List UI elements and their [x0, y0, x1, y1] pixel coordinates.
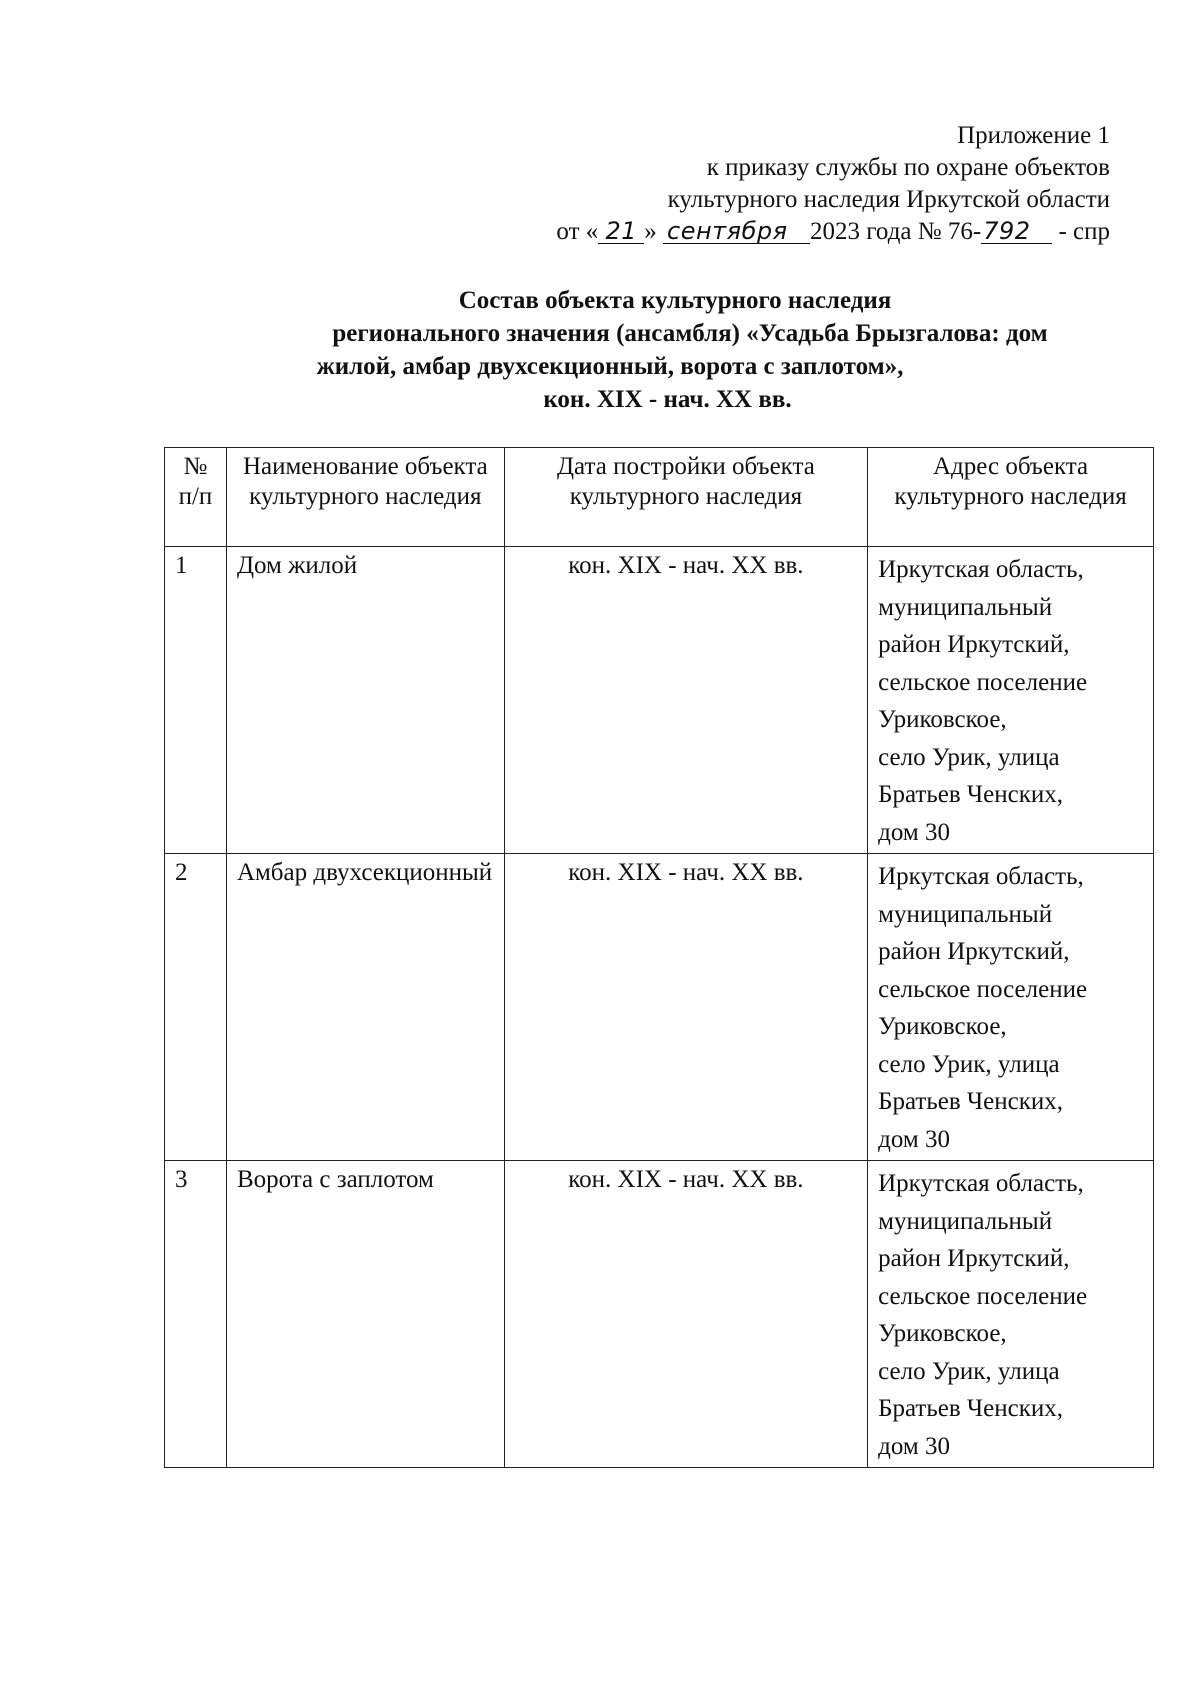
- year-text: 2023 года № 76-: [810, 218, 982, 245]
- row-date: кон. XIX - нач. XX вв.: [504, 1161, 867, 1468]
- appendix-date-line: [556, 216, 1110, 248]
- title-line-2: регионального значения (ансамбля) «Усадьба Брызгалова: дом: [332, 320, 1048, 347]
- row-num: 1: [165, 547, 227, 854]
- appendix-order-ref: к приказу службы по охране объектов: [706, 154, 1110, 181]
- title-line-4: кон. XIX - нач. XX вв.: [543, 386, 792, 413]
- appendix-agency: культурного наследия Иркутской области: [667, 186, 1110, 213]
- number-suffix: - спр: [1058, 218, 1110, 245]
- document-title: [150, 284, 1150, 416]
- heritage-objects-table: [164, 447, 1154, 1468]
- header-name: Наименование объекта культурного наследия: [226, 448, 504, 547]
- handwritten-month: сентября: [663, 219, 810, 244]
- row-address: Иркутская область, муниципальный район Иркутский, сельское поселение Уриковское, село Урик, улица Братьев Ченских, дом 30: [868, 1161, 1154, 1468]
- row-date: кон. XIX - нач. XX вв.: [504, 854, 867, 1161]
- row-address: Иркутская область, муниципальный район Иркутский, сельское поселение Уриковское, село Урик, улица Братьев Ченских, дом 30: [868, 854, 1154, 1161]
- appendix-number: Приложение 1: [957, 122, 1110, 149]
- date-mid: »: [644, 218, 657, 245]
- handwritten-number: 792: [981, 219, 1052, 244]
- title-line-1: Состав объекта культурного наследия: [458, 287, 892, 314]
- table-row: [165, 547, 1154, 854]
- table-row: [165, 1161, 1154, 1468]
- row-name: Амбар двухсекционный: [226, 854, 504, 1161]
- title-line-3: жилой, амбар двухсекционный, ворота с заплотом»,: [316, 353, 904, 380]
- header-date: Дата постройки объекта культурного наследия: [504, 448, 867, 547]
- row-date: кон. XIX - нач. XX вв.: [504, 547, 867, 854]
- row-name: Ворота с заплотом: [226, 1161, 504, 1468]
- header-address: Адрес объекта культурного наследия: [868, 448, 1154, 547]
- row-num: 3: [165, 1161, 227, 1468]
- table-header-row: [165, 448, 1154, 547]
- handwritten-day: 21: [598, 219, 644, 244]
- table-row: [165, 854, 1154, 1161]
- header-num: № п/п: [165, 448, 227, 547]
- row-address: Иркутская область, муниципальный район Иркутский, сельское поселение Уриковское, село Урик, улица Братьев Ченских, дом 30: [868, 547, 1154, 854]
- row-name: Дом жилой: [226, 547, 504, 854]
- date-prefix: от «: [556, 218, 599, 245]
- appendix-header: [556, 120, 1110, 248]
- row-num: 2: [165, 854, 227, 1161]
